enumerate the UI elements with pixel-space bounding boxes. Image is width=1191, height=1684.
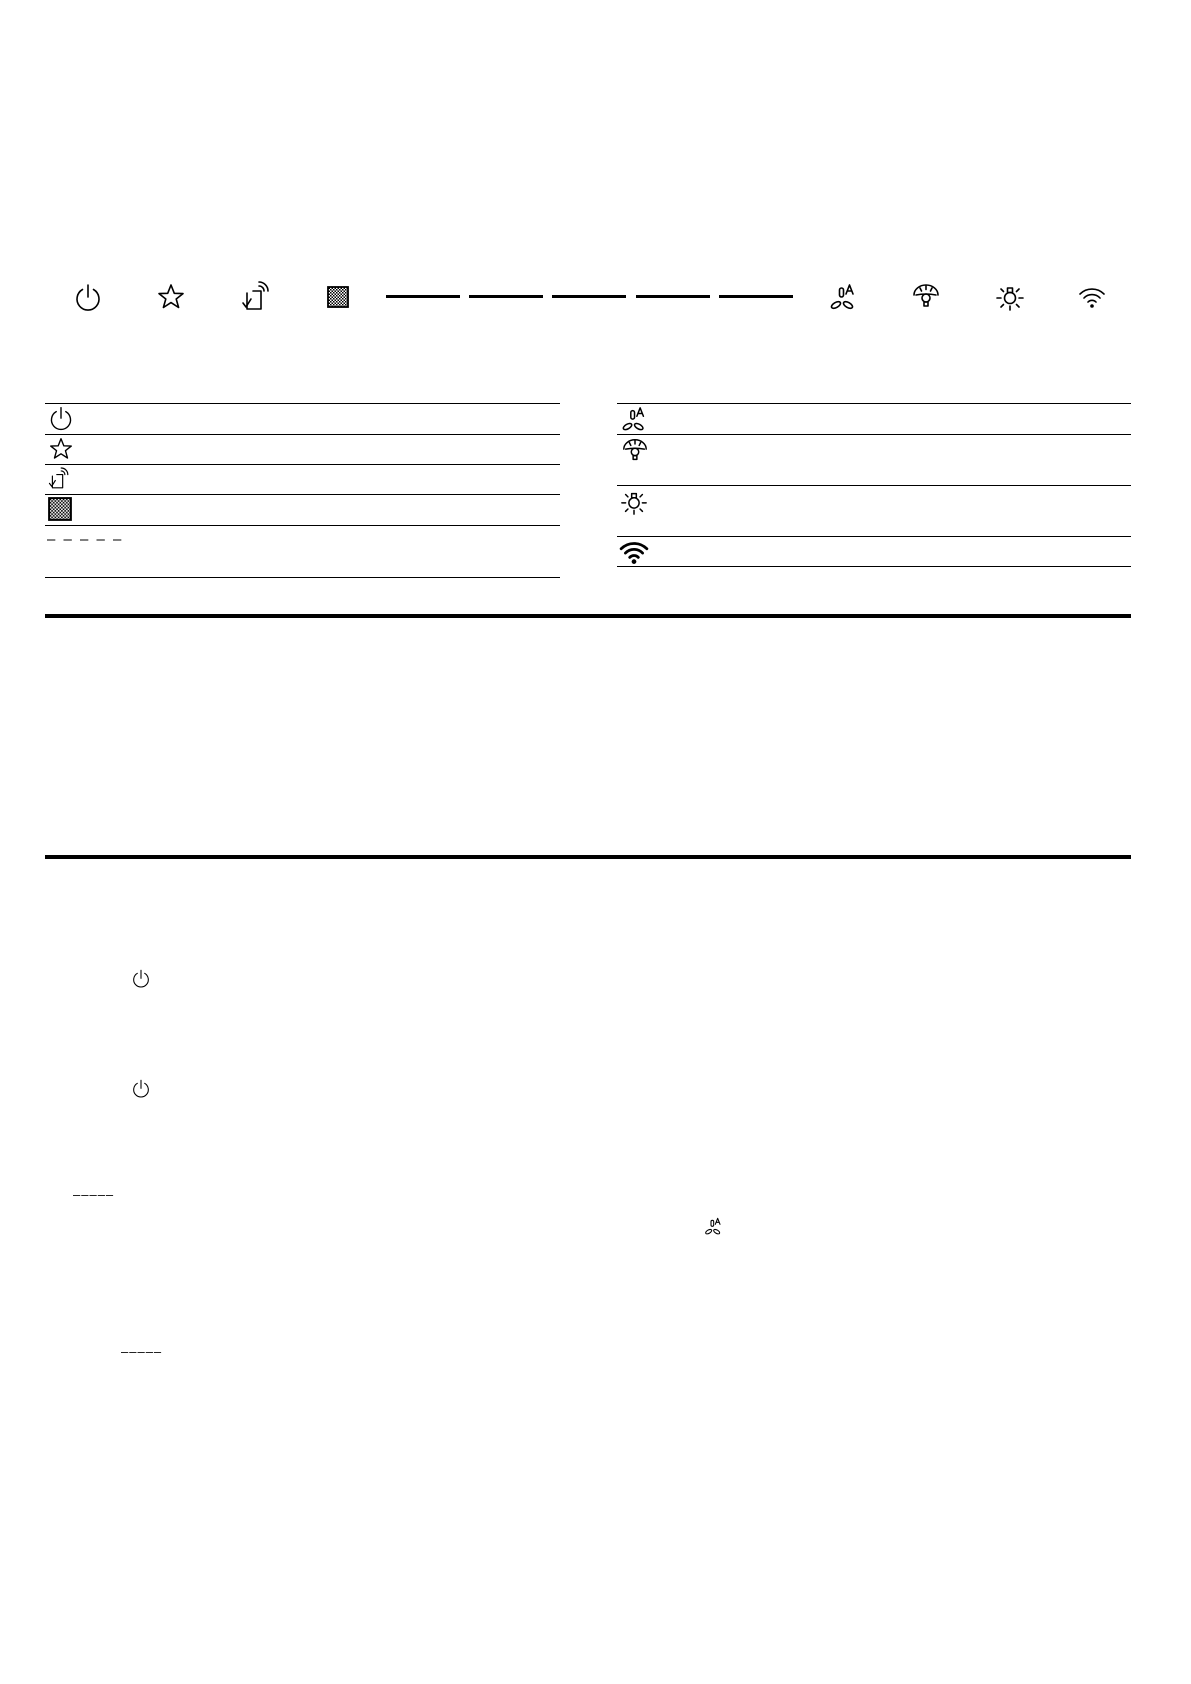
- phone-connect-icon[interactable]: [241, 281, 271, 313]
- grease-filter-icon[interactable]: [327, 286, 349, 308]
- legend-phone-connect-icon: [48, 467, 70, 491]
- slider-segment-3[interactable]: [552, 295, 626, 298]
- legend-power-icon: [48, 406, 74, 432]
- power-icon[interactable]: [73, 283, 103, 313]
- legend-dashes-icon: – – – – –: [47, 531, 124, 548]
- fan-auto-icon[interactable]: [829, 283, 859, 313]
- slider-segment-1[interactable]: [386, 295, 460, 298]
- inline-power-icon: [131, 1079, 151, 1099]
- legend-divider: [617, 485, 1131, 486]
- slider-segment-4[interactable]: [636, 295, 710, 298]
- legend-ambient-light-icon: [620, 437, 650, 465]
- slider-segment-5[interactable]: [719, 295, 793, 298]
- section-rule-top: [45, 614, 1131, 618]
- legend-divider: [617, 403, 1131, 404]
- legend-divider: [617, 566, 1131, 567]
- inline-dashes-icon: –––––: [73, 1187, 115, 1202]
- legend-divider: [617, 434, 1131, 435]
- light-icon[interactable]: [995, 282, 1025, 312]
- legend-divider: [45, 577, 560, 578]
- legend-wifi-icon: [619, 539, 649, 565]
- section-rule-bottom: [45, 855, 1131, 859]
- legend-light-icon: [620, 488, 648, 516]
- legend-divider: [617, 536, 1131, 537]
- inline-fan-auto-icon: [704, 1217, 724, 1237]
- legend-divider: [45, 464, 560, 465]
- inline-power-icon: [131, 969, 151, 989]
- wifi-icon[interactable]: [1078, 285, 1106, 309]
- legend-fan-auto-icon: [620, 406, 650, 434]
- legend-grease-filter-icon: [48, 497, 72, 521]
- legend-divider: [45, 403, 560, 404]
- legend-divider: [45, 494, 560, 495]
- star-icon[interactable]: [157, 283, 185, 311]
- legend-star-icon: [49, 437, 73, 461]
- legend-divider: [45, 434, 560, 435]
- ambient-light-icon[interactable]: [911, 282, 941, 312]
- legend-divider: [45, 525, 560, 526]
- slider-segment-2[interactable]: [469, 295, 543, 298]
- inline-dashes-icon: –––––: [121, 1344, 163, 1359]
